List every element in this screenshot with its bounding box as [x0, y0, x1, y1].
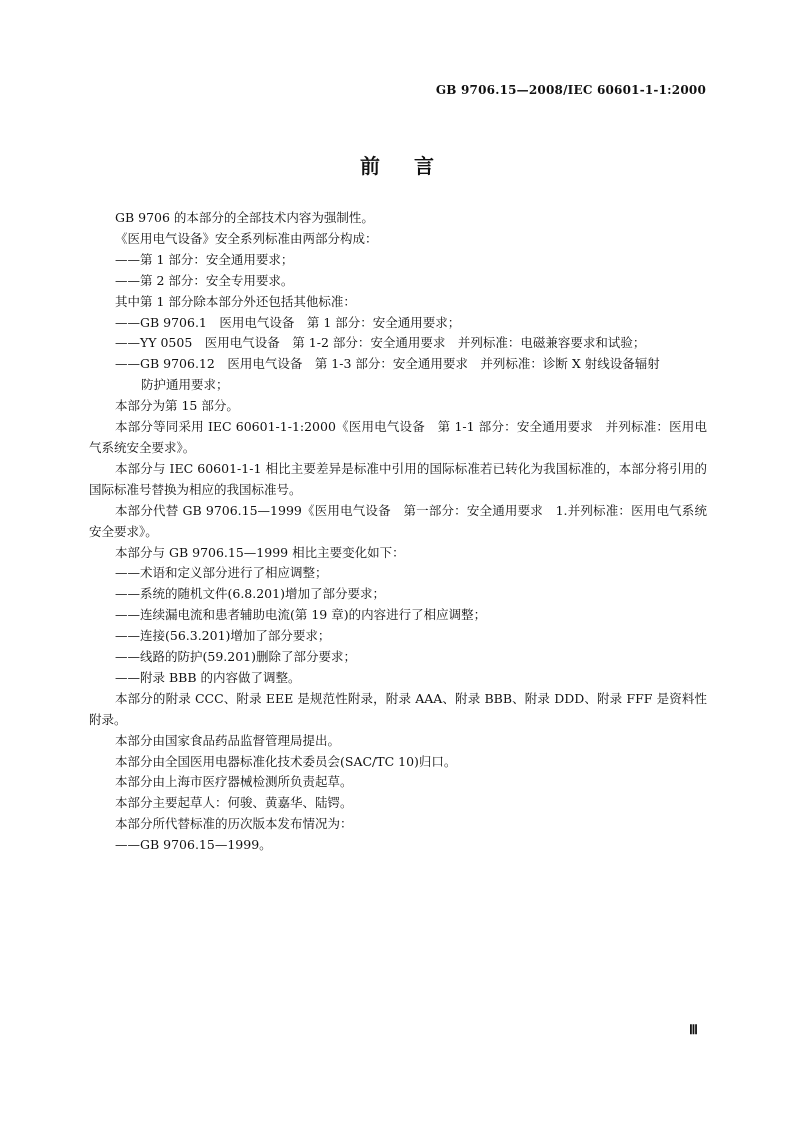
paragraph: 本部分由上海市医疗器械检测所负责起草。 — [115, 774, 353, 790]
paragraph: 本部分与 IEC 60601-1-1 相比主要差异是标准中引用的国际标准若已转化为我国标准的，本部分将引用的国际标准号替换为相应的我国标准号。 — [89, 460, 707, 497]
list-item: ——术语和定义部分进行了相应调整； — [115, 565, 328, 581]
list-item: ——GB 9706.15—1999。 — [115, 837, 272, 853]
list-item: ——GB 9706.1 医用电气设备 第 1 部分：安全通用要求； — [115, 314, 461, 330]
paragraph: 其中第 1 部分除本部分外还包括其他标准： — [115, 293, 356, 309]
list-item: ——连续漏电流和患者辅助电流(第 19 章)的内容进行了相应调整； — [115, 607, 487, 623]
paragraph: 本部分所代替标准的历次版本发布情况为： — [115, 816, 353, 832]
paragraph: 本部分由国家食品药品监督管理局提出。 — [115, 732, 341, 748]
foreword-body — [89, 208, 707, 856]
list-item: ——第 2 部分：安全专用要求。 — [115, 272, 294, 288]
paragraph: 本部分为第 15 部分。 — [115, 398, 239, 414]
paragraph: 本部分由全国医用电器标准化技术委员会(SAC/TC 10)归口。 — [115, 753, 457, 769]
page-number: Ⅲ — [689, 1022, 698, 1037]
paragraph: 本部分的附录 CCC、附录 EEE 是规范性附录，附录 AAA、附录 BBB、附录 DDD、附录 FFF 是资料性附录。 — [89, 690, 707, 727]
paragraph: 本部分等同采用 IEC 60601-1-1:2000《医用电气设备 第 1-1 部分：安全通用要求 并列标准：医用电气系统安全要求》。 — [89, 419, 707, 455]
list-item: ——连接(56.3.201)增加了部分要求； — [115, 628, 331, 644]
list-item: ——线路的防护(59.201)删除了部分要求； — [115, 649, 356, 665]
list-item: ——系统的随机文件(6.8.201)增加了部分要求； — [115, 586, 385, 602]
paragraph: 本部分与 GB 9706.15—1999 相比主要变化如下： — [115, 544, 405, 560]
list-item: ——第 1 部分：安全通用要求； — [115, 251, 294, 267]
page-title: 前言 — [360, 154, 468, 178]
list-item-continuation: 防护通用要求； — [141, 377, 229, 393]
list-item: ——GB 9706.12 医用电气设备 第 1-3 部分：安全通用要求 并列标准：诊断 X 射线设备辐射 — [115, 356, 660, 372]
list-item: ——YY 0505 医用电气设备 第 1-2 部分：安全通用要求 并列标准：电磁兼容要求和试验； — [115, 335, 646, 351]
list-item: ——附录 BBB 的内容做了调整。 — [115, 669, 301, 685]
paragraph: 本部分代替 GB 9706.15—1999《医用电气设备 第一部分：安全通用要求 1.并列标准：医用电气系统安全要求》。 — [89, 502, 707, 539]
paragraph: 《医用电气设备》安全系列标准由两部分构成： — [115, 230, 378, 246]
paragraph: 本部分主要起草人：何骏、黄嘉华、陆锷。 — [115, 795, 353, 811]
standard-code-header: GB 9706.15—2008/IEC 60601-1-1:2000 — [435, 83, 706, 97]
paragraph: GB 9706 的本部分的全部技术内容为强制性。 — [115, 210, 374, 225]
